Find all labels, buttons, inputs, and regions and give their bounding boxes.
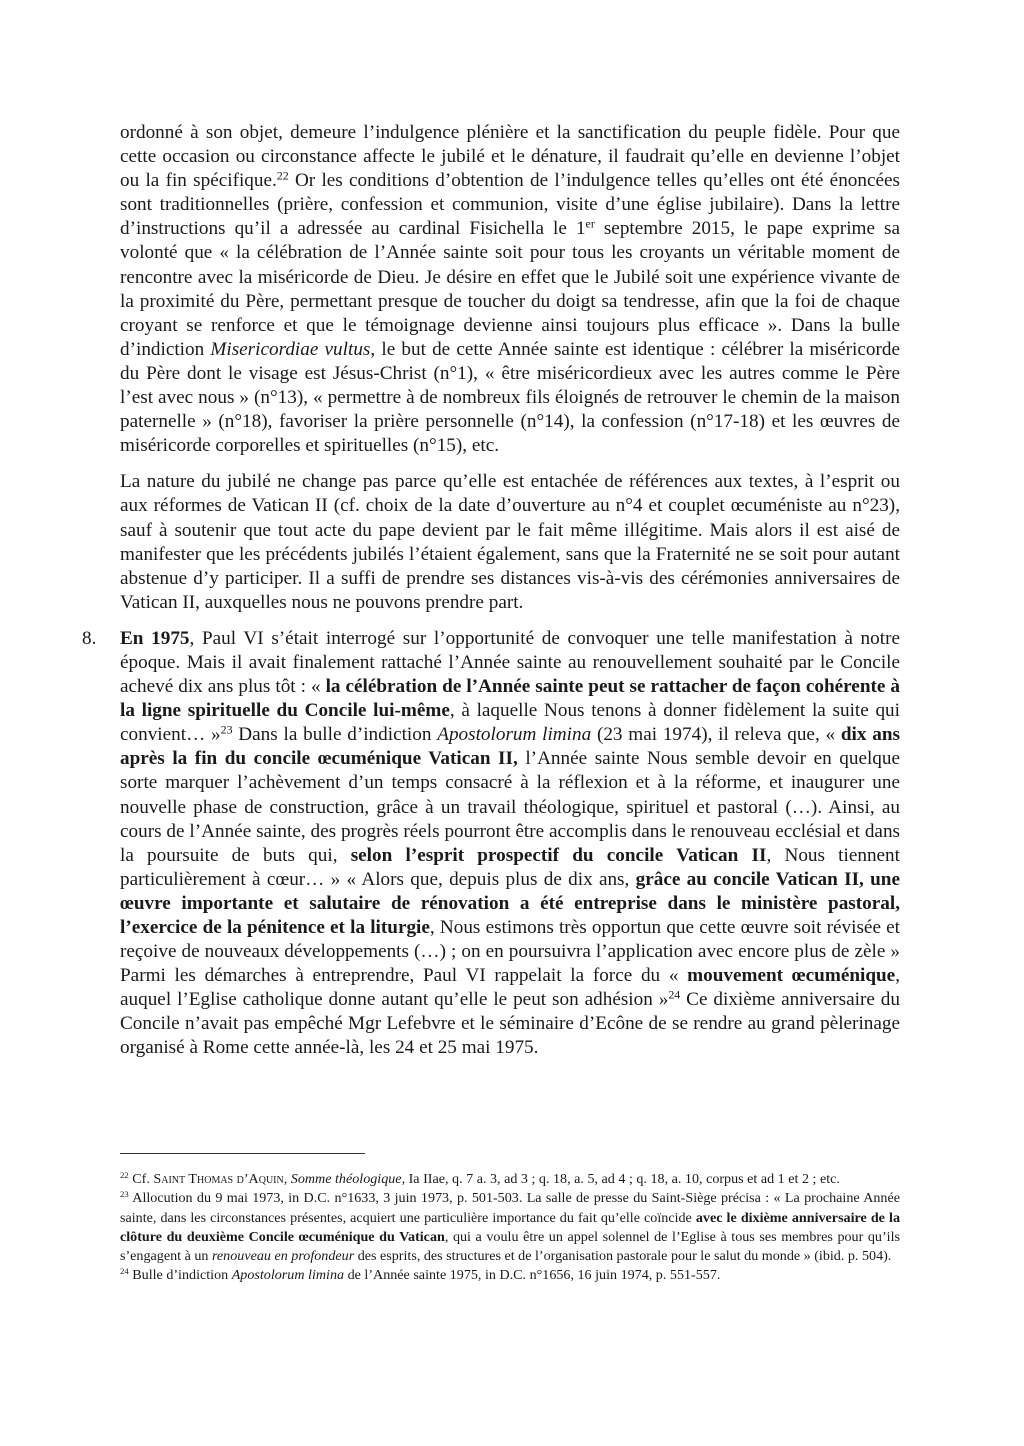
text-run: , Nous estimons très opportun que cette œuvre soit révisée et reçoive de nouveaux développements (…) ; on en poursuivra l’application avec encore plus de zèle » Parmi les démarches à entreprendre, Paul VI rappelait la force du «	[120, 917, 900, 987]
text-run: , à laquelle Nous tenons à donner fidèlement la suite qui convient… »	[120, 700, 900, 746]
text-run: des esprits, des structures et de l’organisation pastorale pour le salut du monde » (ibid. p. 504).	[354, 1248, 892, 1265]
text-run: , Nous tiennent particulièrement à cœur… » « Alors que, depuis plus de dix ans,	[120, 844, 900, 890]
text-run: de l’Année sainte 1975, in D.C. n°1656, 16 juin 1974, p. 551-557.	[344, 1267, 721, 1284]
footnote-divider	[120, 1153, 365, 1154]
text-run: Allocution du 9 mai 1973, in D.C. n°1633, 3 juin 1973, p. 501-503. La salle de presse du Saint-Siège précisa : « La prochaine Année sainte, dans les circonstances présentes, acquiert une particulière importance du fait qu’elle coïncide	[120, 1190, 900, 1226]
footnote-22	[120, 1170, 900, 1189]
text-run: Bulle d’indiction	[128, 1267, 232, 1284]
bold-run: selon l’esprit prospectif du concile Vatican II	[350, 844, 767, 866]
ordinal-superscript: er	[585, 216, 595, 231]
bold-run: dix ans après la fin du concile œcuménique Vatican II,	[120, 724, 900, 770]
text-run: ordonné à son objet, demeure l’indulgence plénière et la sanctification du peuple fidèle. Pour que cette occasion ou circonstance affecte le jubilé et le dénature, il faudrait qu’elle en devienne l’objet ou la fin spécifique.	[120, 122, 900, 192]
footnote-24	[120, 1266, 900, 1285]
paragraph-8	[82, 627, 901, 1061]
footnote-23	[120, 1189, 900, 1266]
italic-title: Apostolorum limina	[437, 724, 592, 746]
text-run: , auquel l’Eglise catholique donne autant qu’elle le peut son adhésion »	[120, 965, 900, 1011]
text-run: Dans la bulle d’indiction	[232, 724, 438, 746]
text-run: , le but de cette Année sainte est identique : célébrer la miséricorde du Père dont le visage est Jésus-Christ (n°1), « être miséricordieux avec les autres comme le Père l’est avec nous » (n°13), « permettre à de nombreux fils éloignés de retrouver le chemin de la maison paternelle » (n°18), favoriser la prière personnelle (n°14), la confession (n°17-18) et les œuvres de miséricorde corporelles et spirituelles (n°15), etc.	[120, 338, 900, 457]
bold-run: grâce au concile Vatican II, une œuvre importante et salutaire de rénovation a été entreprise dans le ministère pastoral, l’exercice de la pénitence et la liturgie	[120, 868, 900, 938]
text-run: Or les conditions d’obtention de l’indulgence telles qu’elles ont été énoncées sont traditionnelles (prière, confession et communion, visite d’une église jubilaire). Dans la lettre d’instructions qu’il a adressée au cardinal Fisichella le 1	[120, 170, 900, 240]
bold-run: En 1975	[120, 627, 190, 649]
text-run: , qui a voulu être un appel solennel de l’Eglise à tous ses membres pour qu’ils s’engagent à un	[120, 1228, 900, 1265]
italic-phrase: renouveau en profondeur	[211, 1248, 355, 1265]
footnote-number: 23	[120, 1189, 129, 1200]
text-run: (23 mai 1974), il releva que, «	[591, 724, 841, 746]
italic-title: Somme théologique	[290, 1171, 402, 1187]
footnote-number: 22	[120, 1170, 129, 1181]
text-run: ,	[283, 1171, 291, 1187]
text-run: , Ia IIae, q. 7 a. 3, ad 3 ; q. 18, a. 5, ad 4 ; q. 18, a. 10, corpus et ad 1 et 2 ; etc.	[401, 1171, 840, 1187]
bold-run: la célébration de l’Année sainte peut se rattacher de façon cohérente à la ligne spirituelle du Concile lui-même	[120, 676, 901, 722]
footnote-ref-24[interactable]: 24	[668, 987, 681, 1002]
paragraph-1	[120, 121, 900, 458]
bold-run: mouvement œcuménique	[687, 965, 896, 987]
text-run: septembre 2015, le pape exprime sa volonté que « la célébration de l’Année sainte soit pour tous les croyants un véritable moment de rencontre avec la miséricorde de Dieu. Je désire en effet que le Jubilé soit une expérience vivante de la proximité du Père, permettant presque de toucher du doigt sa tendresse, afin que la foi de chaque croyant se renforce et que le témoignage devienne ainsi toujours plus efficace ». Dans la bulle d’indiction	[120, 218, 900, 360]
footnotes	[120, 1170, 900, 1286]
text-run: Cf.	[128, 1171, 154, 1187]
paragraph-2: La nature du jubilé ne change pas parce qu’elle est entachée de références aux textes, à l’esprit ou aux réformes de Vatican II (cf. choix de la date d’ouverture au n°4 et couplet œcuméniste au n°23), sauf à soutenir que tout acte du pape devient par le fait même illégitime. Mais alors il est aisé de manifester que les précédents jubilés l’étaient également, sans que la Fraternité ne se soit pour autant abstenue d’y participer. Il a suffi de prendre ses distances vis-à-vis des cérémonies anniversaires de Vatican II, auxquelles nous ne pouvons prendre part.	[120, 471, 900, 613]
paragraph-number: 8.	[82, 627, 97, 649]
text-run: l’Année sainte Nous semble devoir en quelque sorte marquer l’achèvement d’un temps consacré à la réflexion et à la réforme, et inaugurer une nouvelle phase de construction, grâce à un travail théologique, spirituel et pastoral (…). Ainsi, au cours de l’Année sainte, des progrès réels pourront être accomplis dans le renouveau ecclésial et dans la poursuite de buts qui,	[120, 748, 900, 866]
footnote-number: 24	[120, 1266, 129, 1277]
text-run: Ce dixième anniversaire du Concile n’avait pas empêché Mgr Lefebvre et le séminaire d’Ecône de se rendre au grand pèlerinage organisé à Rome cette année-là, les 24 et 25 mai 1975.	[120, 989, 900, 1059]
italic-title: Apostolorum limina	[231, 1267, 345, 1284]
italic-title: Misericordiae vultus	[210, 338, 371, 360]
footnote-ref-23[interactable]: 23	[220, 722, 233, 737]
body-text	[82, 121, 901, 1073]
author-name: Saint Thomas d’Aquin	[153, 1171, 284, 1187]
bold-run: avec le dixième anniversaire de la clôture du deuxième Concile œcuménique du Vatican	[120, 1209, 900, 1245]
footnote-ref-22[interactable]: 22	[276, 168, 289, 183]
text-run: , Paul VI s’était interrogé sur l’opportunité de convoquer une telle manifestation à notre époque. Mais il avait finalement rattaché l’Année sainte au renouvellement souhaité par le Concile achevé dix ans plus tôt : «	[120, 627, 900, 698]
